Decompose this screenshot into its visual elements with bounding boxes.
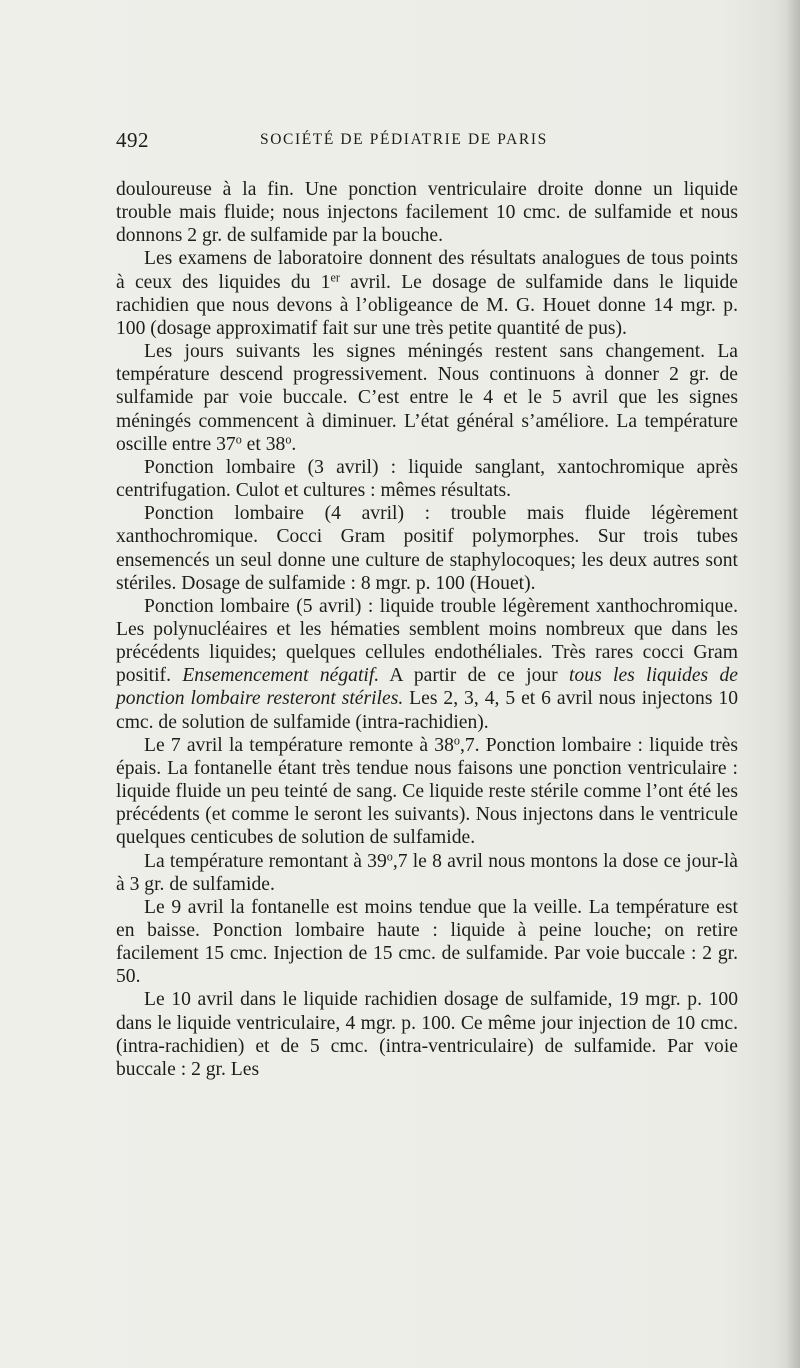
superscript: o [235, 432, 242, 447]
paragraph [116, 247, 738, 340]
text-run: Les jours suivants les signes méningés restent sans changement. La température descend progressivement. Nous continuons à donner 2 gr. de sulfamide par voie buccale. C’est entre le 4 et le 5 avril que les signes méningés commencent à diminuer. L’état général s’améliore. La température oscille entre 37 [116, 341, 738, 455]
text-run: . [291, 433, 297, 455]
page-header [116, 128, 736, 158]
paragraph [116, 850, 738, 896]
paragraph [116, 340, 738, 456]
text-run: douloureuse à la fin. Une ponction ventriculaire droite donne un liquide trouble mais fluide; nous injectons facilement 10 cmc. de sulfamide et nous donnons 2 gr. de sulfamide par la bouche. [116, 179, 738, 247]
superscript: o [285, 432, 292, 447]
text-run: A partir de ce jour [379, 665, 570, 687]
text-run: et 38 [241, 433, 286, 455]
superscript: o [386, 848, 393, 863]
text-run: Le 10 avril dans le liquide rachidien dosage de sulfamide, 19 mgr. p. 100 dans le liquide ventriculaire, 4 mgr. p. 100. Ce même jour injection de 10 cmc. (intra-rachidien) et de 5 cmc. (intra-ventriculaire) de sulfamide. Par voie buccale : 2 gr. Les [116, 989, 738, 1080]
text-run: Les 2, 3, 4, 5 et 6 avril nous injectons 10 cmc. de solution de sulfamide (intra-rachidien). [116, 688, 738, 733]
text-run: Le 7 avril la température remonte à 38 [144, 734, 454, 756]
text-run: La température remontant à 39 [144, 850, 387, 872]
paragraph [116, 595, 738, 734]
page-number: 492 [116, 128, 149, 152]
italic-text: Ensemencement négatif. [182, 665, 380, 687]
paragraph [116, 456, 738, 502]
paragraph [116, 896, 738, 989]
paragraph [116, 502, 738, 595]
text-run: Ponction lombaire (4 avril) : trouble mais fluide légèrement xanthochromique. Cocci Gram positif polymorphes. Sur trois tubes ensemencés un seul donne une culture de staphylocoques; les deux autres sont stériles. Dosage de sulfamide : 8 mgr. p. 100 (Houet). [116, 503, 738, 594]
text-run: Le 9 avril la fontanelle est moins tendue que la veille. La température est en baisse. Ponction lombaire haute : liquide à peine louche; on retire facilement 15 cmc. Injection de 15 cmc. de sulfamide. Par voie buccale : 2 gr. 50. [116, 896, 738, 988]
running-head: SOCIÉTÉ DE PÉDIATRIE DE PARIS [260, 131, 548, 148]
superscript: er [330, 269, 340, 284]
text-run: avril. Le dosage de sulfamide dans le liquide rachidien que nous devons à l’obligeance de M. G. Houet donne 14 mgr. p. 100 (dosage approximatif fait sur une très petite quantité de pus). [116, 271, 738, 339]
text-run: Ponction lombaire (5 avril) : liquide trouble légèrement xanthochromique. Les polynucléaires et les hématies semblent moins nombreux que dans les précédents liquides; quelques cellules endothéliales. Très rares cocci Gram positif. [116, 595, 738, 687]
text-run: ,7 le 8 avril nous montons la dose ce jour-là à 3 gr. de sulfamide. [116, 850, 739, 895]
paragraph [116, 734, 738, 850]
text-run: ,7. Ponction lombaire : liquide très épais. La fontanelle étant très tendue nous faisons une ponction ventriculaire : liquide fluide un peu teinté de sang. Ce liquide reste stérile comme l’ont été les précédents (et comme le seront les suivants). Nous injectons dans le ventricule quelques centicubes de solution de sulfamide. [116, 734, 738, 849]
italic-text: tous les liquides de ponction lombaire resteront stériles. [116, 665, 738, 710]
page-edge-shadow [786, 0, 800, 1368]
superscript: o [453, 733, 460, 748]
text-run: Ponction lombaire (3 avril) : liquide sanglant, xantochromique après centrifugation. Culot et cultures : mêmes résultats. [116, 456, 738, 502]
paragraph [116, 988, 738, 1081]
paragraph-continued [116, 178, 738, 247]
text-run: Les examens de laboratoire donnent des résultats analogues de tous points à ceux des liquides du 1 [116, 248, 738, 293]
body-text [116, 178, 738, 1081]
